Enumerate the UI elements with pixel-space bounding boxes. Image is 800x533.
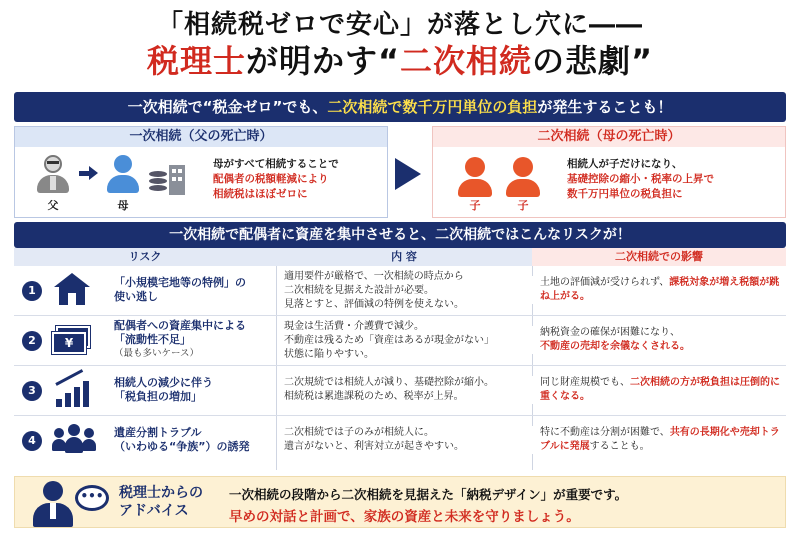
risk-text	[114, 426, 274, 454]
primary-header: 一次相続（父の死亡時）	[15, 127, 387, 147]
impact-text	[532, 426, 786, 454]
secondary-line1: 相続人が子だけになり、	[567, 158, 683, 170]
risk-text	[114, 376, 274, 404]
content-line1: 現金は生活費・介護費で減少。	[284, 321, 424, 332]
transition-arrow-icon	[395, 158, 421, 190]
headline-red-1: 税理士	[146, 42, 246, 80]
secondary-line2: 基礎控除の縮小・税率の上昇で	[567, 173, 714, 185]
table-row	[14, 316, 786, 366]
risk-line2: 「税負担の増加」	[114, 390, 202, 403]
header-impact: 二次相続での影響	[532, 248, 786, 266]
banner-post: が発生することも！	[537, 98, 673, 116]
table-row	[14, 366, 786, 416]
impact-pre: 納税資金の確保が困難になり、	[540, 327, 680, 338]
advice-title-line2: アドバイス	[119, 503, 189, 519]
risk-line1: 配偶者への資産集中による	[114, 319, 246, 332]
risk-line1: 相続人の減少に伴う	[114, 376, 213, 389]
impact-pre: 土地の評価減が受けられず、	[540, 277, 670, 288]
secondary-line3: 数千万円単位の税負担に	[567, 188, 683, 200]
risk-line2: （いわゆる“争族”）の誘発	[114, 440, 250, 453]
headline-red-2: 二次相続	[400, 42, 533, 80]
secondary-header: 二次相続（母の死亡時）	[433, 127, 785, 147]
risk-banner: 一次相続で配偶者に資産を集中させると、二次相続ではこんなリスクが！	[14, 222, 786, 248]
content-text	[276, 270, 528, 312]
content-line1: 二次相続では子のみが相続人に。	[284, 427, 434, 438]
child-2-label: 子	[517, 199, 529, 212]
advice-title	[119, 484, 219, 520]
impact-pre: 同じ財産規模でも、	[540, 377, 630, 388]
primary-line2: 配偶者の税額軽減により	[213, 173, 329, 185]
risk-line2: 「流動性不足」	[114, 333, 191, 346]
impact-text	[532, 276, 786, 304]
child-1-label: 子	[469, 199, 481, 212]
row-number: 1	[22, 281, 42, 301]
advice-box	[14, 476, 786, 528]
people-icon	[52, 424, 96, 460]
coins-icon	[149, 171, 167, 195]
headline-line1: 「相続税ゼロで安心」が落とし穴に――	[156, 10, 643, 40]
secondary-text	[567, 157, 714, 202]
speech-bubble-icon: •••	[75, 485, 109, 511]
advice-title-line1: 税理士からの	[119, 485, 203, 501]
content-line2: 遺言がないと、利害対立が起きやすい。	[284, 441, 464, 452]
row-number: 3	[22, 381, 42, 401]
risk-table	[14, 248, 786, 472]
impact-text	[532, 376, 786, 404]
row-number: 4	[22, 431, 42, 451]
mother-label: 母	[117, 199, 129, 212]
headline-mid: が明かす“	[245, 42, 400, 80]
header-content: 内 容	[276, 248, 532, 266]
headline-end: の悲劇”	[532, 42, 654, 80]
secondary-inheritance-box	[432, 126, 786, 218]
primary-text	[213, 157, 339, 202]
chart-up-icon	[52, 373, 92, 409]
advice-line1: 一次相続の段階から二次相続を見据えた「納税デザイン」が重要です。	[229, 487, 628, 502]
table-row	[14, 416, 786, 466]
content-line2: 不動産は残るため「資産はあるが現金がない」	[284, 335, 494, 346]
advisor-icon	[31, 481, 77, 527]
banner-highlight: 二次相続で数千万円単位の負担	[327, 98, 538, 116]
content-line3: 見落とすと、評価減の特例を使えない。	[284, 299, 464, 310]
content-text	[276, 376, 528, 404]
risk-line1: 「小規模宅地等の特例」の	[114, 276, 246, 289]
content-text	[276, 426, 528, 454]
risk-line3: （最も多いケース）	[114, 348, 200, 359]
advice-line2: 早めの対話と計画で、家族の資産と未来を守りましょう。	[229, 509, 580, 525]
risk-line2: 使い逃し	[114, 290, 158, 303]
impact-red: 二次相続の方が税負担は圧倒的に重くなる。	[540, 377, 780, 402]
impact-red: 不動産の売却を余儀なくされる。	[540, 341, 690, 352]
banner-pre: 一次相続で“税金ゼロ”でも、	[127, 98, 328, 116]
risk-text	[114, 319, 274, 361]
impact-red: 課税対象が増え税額が跳ね上がる。	[540, 277, 780, 302]
primary-line1: 母がすべて相続することで	[213, 158, 339, 170]
row-number: 2	[22, 331, 42, 351]
content-line2: 相続税は累進課税のため、税率が上昇。	[284, 391, 464, 402]
primary-inheritance-box	[14, 126, 388, 218]
headline-line2	[0, 36, 800, 82]
content-line3: 状態に陥りやすい。	[284, 349, 374, 360]
building-icon	[169, 165, 185, 195]
father-label: 父	[47, 199, 59, 212]
header-risk: リスク	[14, 248, 276, 266]
impact-post: することも。	[589, 441, 650, 452]
table-row	[14, 266, 786, 316]
primary-line3: 相続税はほぼゼロに	[213, 188, 308, 200]
impact-red: 共有の長期化や売却トラブルに発展	[540, 427, 780, 452]
cash-icon: ¥	[52, 324, 92, 360]
impact-pre: 特に不動産は分割が困難で、	[540, 427, 670, 438]
house-icon	[52, 273, 92, 309]
content-line2: 二次相続を見据えた設計が必要。	[284, 285, 434, 296]
summary-banner	[14, 92, 786, 122]
content-line1: 二次規続では相続人が減り、基礎控除が縮小。	[284, 377, 494, 388]
risk-line1: 遺産分割トラブル	[114, 426, 202, 439]
content-line1: 適用要件が厳格で、一次相続の時点から	[284, 271, 464, 282]
risk-text	[114, 276, 274, 304]
impact-text	[532, 326, 786, 354]
content-text	[276, 320, 528, 362]
